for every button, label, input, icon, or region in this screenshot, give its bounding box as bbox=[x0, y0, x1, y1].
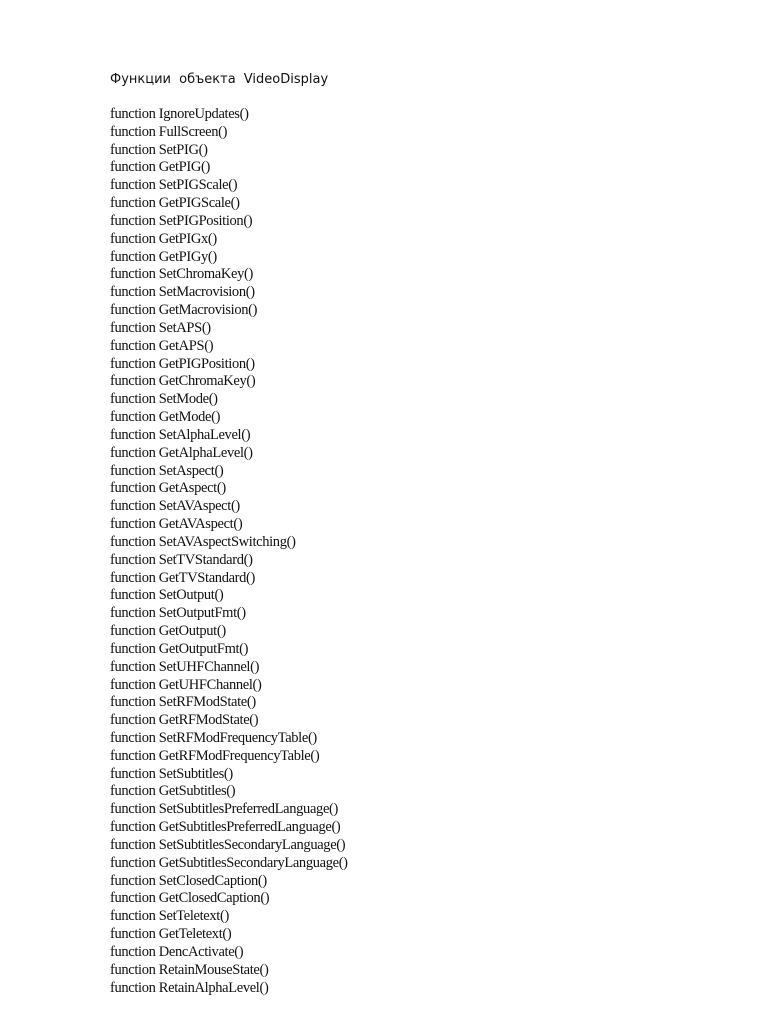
function-list-item: function GetChromaKey() bbox=[110, 373, 256, 390]
function-list-item: function GetUHFChannel() bbox=[110, 676, 262, 693]
function-list-item: function GetTeletext() bbox=[110, 926, 232, 943]
function-list-item: function GetTVStandard() bbox=[110, 569, 256, 586]
function-list-item: function RetainAlphaLevel() bbox=[110, 979, 269, 996]
function-list-item: function SetAVAspect() bbox=[110, 498, 240, 515]
function-list-item: function SetMode() bbox=[110, 391, 218, 408]
function-list-item: function SetSubtitlesPreferredLanguage() bbox=[110, 801, 338, 818]
function-list-item: function SetOutput() bbox=[110, 587, 224, 604]
function-list-item: function GetSubtitles() bbox=[110, 783, 236, 800]
function-list-item: function SetChromaKey() bbox=[110, 266, 253, 283]
function-list-item: function SetMacrovision() bbox=[110, 284, 255, 301]
function-list-item: function GetOutputFmt() bbox=[110, 640, 249, 657]
function-list-item: function GetMacrovision() bbox=[110, 302, 258, 319]
function-list-item: function IgnoreUpdates() bbox=[110, 106, 249, 122]
function-list-item: function GetSubtitlesSecondaryLanguage() bbox=[110, 854, 348, 871]
function-list-item: function SetSubtitles() bbox=[110, 765, 233, 782]
function-list-item: function GetPIGx() bbox=[110, 230, 217, 247]
function-list-item: function SetPIGScale() bbox=[110, 177, 238, 194]
function-list-item: function DencActivate() bbox=[110, 943, 244, 960]
function-list-item: function SetTeletext() bbox=[110, 908, 229, 925]
function-list-item: function GetPIG() bbox=[110, 159, 210, 176]
document-title: Функции объекта VideoDisplay bbox=[110, 72, 329, 87]
function-list-item: function GetRFModState() bbox=[110, 712, 259, 729]
function-list bbox=[110, 106, 348, 997]
function-list-item: function GetPIGScale() bbox=[110, 195, 240, 212]
function-list-item: function GetAlphaLevel() bbox=[110, 444, 253, 461]
function-list-item: function GetPIGPosition() bbox=[110, 355, 255, 372]
document-page bbox=[110, 0, 750, 1024]
function-list-item: function SetClosedCaption() bbox=[110, 872, 267, 889]
function-list-item: function GetPIGy() bbox=[110, 248, 217, 265]
function-list-item: function GetAspect() bbox=[110, 480, 226, 497]
function-list-item: function GetClosedCaption() bbox=[110, 890, 270, 907]
function-list-item: function SetOutputFmt() bbox=[110, 605, 246, 622]
function-list-item: function SetUHFChannel() bbox=[110, 658, 260, 675]
function-list-item: function GetMode() bbox=[110, 409, 221, 426]
function-list-item: function SetRFModFrequencyTable() bbox=[110, 729, 317, 746]
function-list-item: function SetSubtitlesSecondaryLanguage() bbox=[110, 836, 346, 853]
function-list-item: function SetAspect() bbox=[110, 462, 224, 479]
function-list-item: function SetRFModState() bbox=[110, 694, 256, 711]
function-list-item: function SetPIGPosition() bbox=[110, 212, 253, 229]
function-list-item: function GetOutput() bbox=[110, 623, 226, 640]
function-list-item: function GetAPS() bbox=[110, 337, 214, 354]
function-list-item: function SetTVStandard() bbox=[110, 551, 253, 568]
function-list-item: function SetAPS() bbox=[110, 319, 211, 336]
function-list-item: function SetAVAspectSwitching() bbox=[110, 533, 296, 550]
function-list-item: function GetRFModFrequencyTable() bbox=[110, 747, 320, 764]
function-list-item: function RetainMouseState() bbox=[110, 961, 269, 978]
function-list-item: function SetPIG() bbox=[110, 141, 208, 158]
function-list-item: function SetAlphaLevel() bbox=[110, 426, 251, 443]
function-list-item: function FullScreen() bbox=[110, 123, 228, 140]
function-list-item: function GetAVAspect() bbox=[110, 516, 243, 533]
function-list-item: function GetSubtitlesPreferredLanguage() bbox=[110, 819, 341, 836]
